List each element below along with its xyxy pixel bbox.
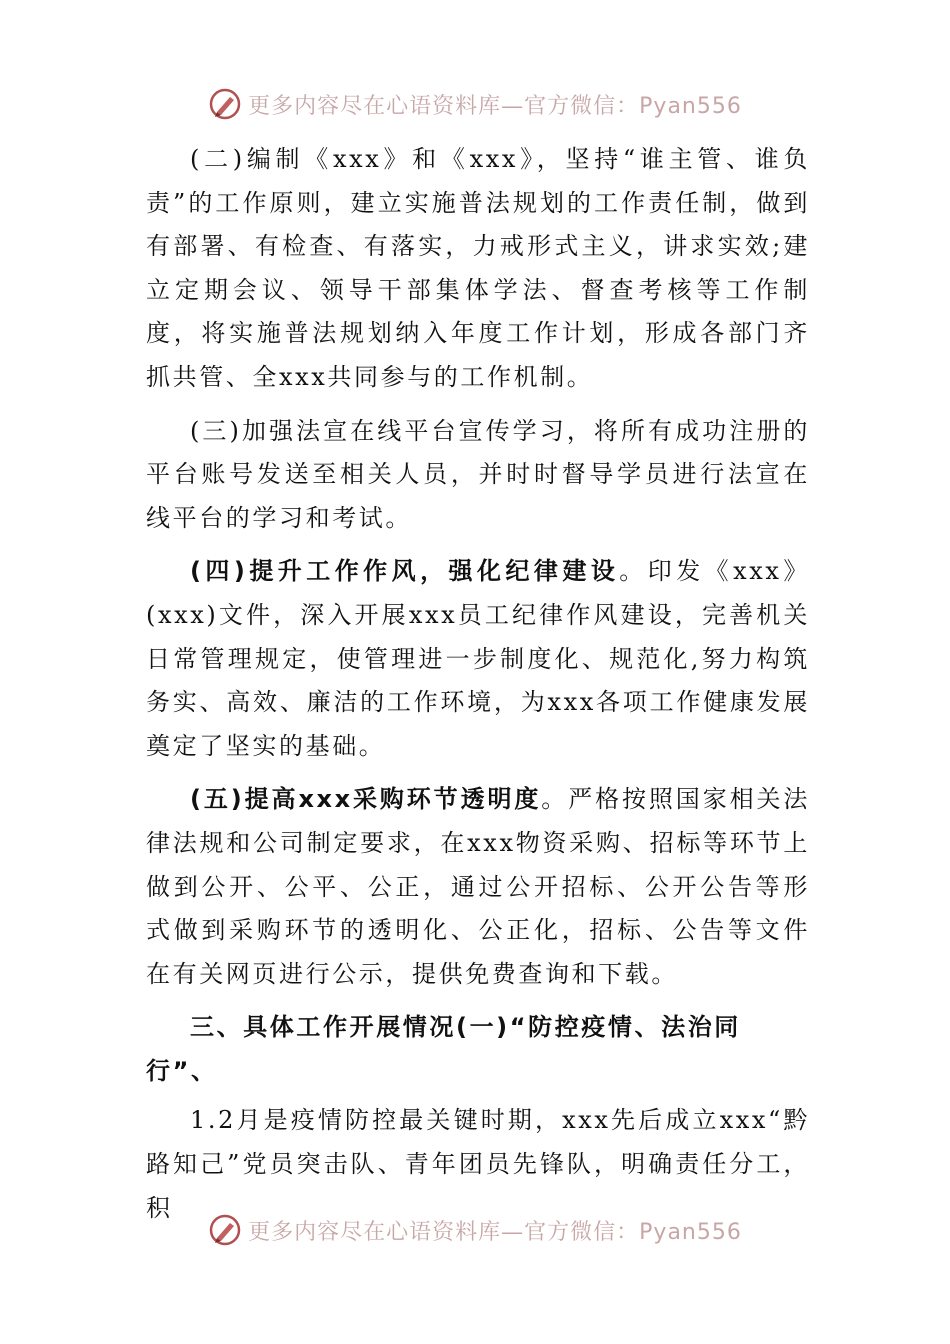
paragraph-2: (二)编制《xxx》和《xxx》，坚持“谁主管、谁负责”的工作原则，建立实施普法规划的工作责任制，做到有部署、有检查、有落实，力戒形式主义，讲求实效;建立定期会议、领导干部集体学法、督查考核等工作制度，将实施普法规划纳入年度工作计划，形成各部门齐抓共管、全xxx共同参与的工作机制。 xyxy=(146,145,810,391)
paragraph-5-title: (五)提高xxx采购环节透明度 xyxy=(190,785,542,814)
paragraph-3: (三)加强法宣在线平台宣传学习，将所有成功注册的平台账号发送至相关人员，并时时督导学员进行法宣在线平台的学习和考试。 xyxy=(146,416,810,532)
paragraph-4 xyxy=(146,550,810,768)
wechat-id: Pyan556 xyxy=(639,1219,742,1245)
watermark-text: 更多内容尽在心语资料库—官方微信：Pyan556 xyxy=(248,93,742,119)
document-body xyxy=(146,138,810,1240)
header-watermark xyxy=(0,82,950,126)
wechat-id: Pyan556 xyxy=(639,93,742,119)
paragraph-4-title: (四)提升工作作风，强化纪律建设 xyxy=(190,557,620,586)
section-heading-3: 三、具体工作开展情况(一)“防控疫情、法治同行”、 xyxy=(146,1013,741,1085)
watermark-text: 更多内容尽在心语资料库—官方微信：Pyan556 xyxy=(248,1219,742,1245)
paragraph-4-body: 。印发《xxx》(xxx)文件，深入开展xxx员工纪律作风建设，完善机关日常管理规定，使管理进一步制度化、规范化,努力构筑务实、高效、廉洁的工作环境，为xxx各项工作健康发展奠定了坚实的基础。 xyxy=(146,557,810,760)
footer-watermark xyxy=(0,1208,950,1252)
paragraph-5 xyxy=(146,778,810,996)
pen-logo-icon xyxy=(208,87,242,121)
paragraph-6: 1.2月是疫情防控最关键时期，xxx先后成立xxx“黔路知己”党员突击队、青年团员先锋队，明确责任分工，积 xyxy=(146,1106,810,1222)
pen-logo-icon xyxy=(208,1213,242,1247)
paragraph-5-body: 。严格按照国家相关法律法规和公司制定要求，在xxx物资采购、招标等环节上做到公开、公平、公正，通过公开招标、公开公告等形式做到采购环节的透明化、公正化，招标、公告等文件在有关网页进行公示，提供免费查询和下载。 xyxy=(146,785,810,988)
